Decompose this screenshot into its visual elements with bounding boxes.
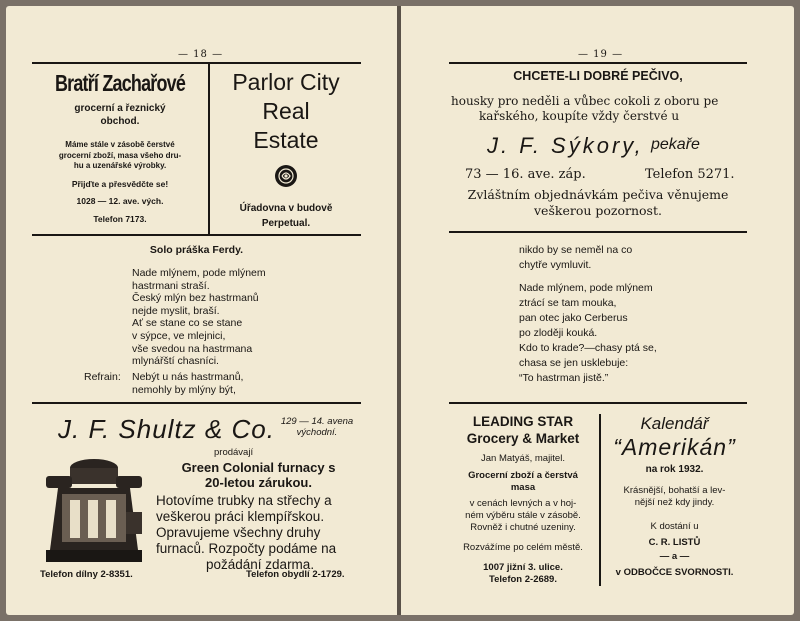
rule-lower bbox=[32, 402, 361, 404]
ad-zachar-body: Máme stále v zásobě čerstvé grocerní zboží, masa všeho dru- hu a uzenářské výrobky. bbox=[58, 140, 182, 170]
ad-parlor-name: Parlor City Real Estate bbox=[232, 69, 340, 153]
ad-kalendar-title: Kalendář bbox=[640, 414, 709, 433]
ad-leading-body: v cenách levných a v hoj- ném výběru stále v zásobě. Rovněž i chutné uzeniny. bbox=[465, 498, 581, 533]
ad-parlor bbox=[211, 68, 361, 231]
ad-kalendar-get: K dostání u bbox=[650, 521, 699, 532]
ad-leading-delivery: Rozvážíme po celém městě. bbox=[463, 542, 583, 553]
ad-parlor-office: Úřadovna v budově Perpetual. bbox=[239, 203, 333, 229]
ad-zachar-subtitle: grocerní a řeznický obchod. bbox=[74, 103, 166, 127]
left-page bbox=[6, 6, 397, 615]
ad-divider bbox=[208, 64, 210, 234]
refrain-label: Refrain: bbox=[84, 371, 121, 383]
ad-zachar-address: 1028 — 12. ave. vých. bbox=[76, 195, 164, 206]
ad-divider bbox=[599, 414, 601, 586]
ad-leading bbox=[449, 413, 597, 586]
ad-kalendar-seller: C. R. LISTŮ bbox=[648, 537, 701, 548]
refrain-lines: Nebýt u nás hastrmanů, nemohly by mlýny být, bbox=[132, 371, 244, 396]
ad-sykora-trade: pekaře bbox=[651, 136, 700, 153]
page-number: — 19 — bbox=[578, 49, 624, 60]
ad-kalendar-body: Krásnější, bohatší a lev- nější než kdy jindy. bbox=[623, 485, 726, 508]
poem-stanza: Nade mlýnem, pode mlýnem hastrmani straší. Český mlýn bez hastrmanů nejde myslit, braší. Ať se stane co se stane v sýpce, ve mlejnici, vše svedou na hastrmana mlynářští chasníci. bbox=[132, 267, 266, 368]
ad-shultz-phone-home: Telefon obydlí 2-1729. bbox=[246, 569, 345, 580]
ad-kalendar-dash: — a — bbox=[659, 551, 690, 562]
ad-shultz-name: J. F. Shultz & Co. bbox=[58, 414, 275, 444]
ad-kalendar-year: na rok 1932. bbox=[645, 464, 704, 475]
right-page bbox=[401, 6, 794, 615]
ad-leading-owner: Jan Matyáš, majitel. bbox=[481, 453, 565, 464]
ad-shultz-address: 129 — 14. avena východní. bbox=[280, 416, 354, 438]
ad-sykora-headline: CHCETE-LI DOBRÉ PEČIVO, bbox=[513, 69, 683, 83]
poem-title: Solo práška Ferdy. bbox=[149, 244, 244, 256]
furnace-illustration bbox=[40, 454, 148, 566]
ad-kalendar bbox=[602, 414, 747, 578]
ad-zachar-name: Bratří Zachařové bbox=[54, 70, 186, 96]
ad-leading-contact: 1007 jižní 3. ulice. Telefon 2-2689. bbox=[483, 562, 563, 585]
ad-zachar-invite: Přijďte a přesvědčte se! bbox=[71, 178, 169, 189]
ad-leading-name: LEADING STAR Grocery & Market bbox=[466, 414, 580, 446]
ad-zachar bbox=[32, 68, 208, 224]
ad-sykora-phone: Telefon 5271. bbox=[645, 167, 735, 182]
page-number: — 18 — bbox=[178, 49, 224, 60]
ad-shultz-headline: Green Colonial furnacy s 20-letou zárukou. bbox=[181, 460, 336, 490]
poem-continued: nikdo by se neměl na co chytře vymluvit. Nade mlýnem, pode mlýnem ztrácí se tam mouka, pan otec jako Cerberus po zloději kouká. Kdo to krade?—chasy ptá se, chasa se jen usklebuje: “To hastrman jistě.” bbox=[519, 244, 657, 384]
rose-ornament-icon bbox=[273, 163, 299, 189]
ad-sykora-lines: housky pro neděli a vůbec cokoli z oboru pe kařského, koupíte vždy čerstvé u bbox=[451, 94, 719, 123]
ad-leading-goods: Grocerní zboží a čerstvá masa bbox=[468, 470, 578, 493]
ad-sykora-footer: Zvláštním objednávkám pečiva věnujeme veškerou pozornost. bbox=[467, 187, 729, 218]
ad-shultz-phone-shop: Telefon dílny 2-8351. bbox=[40, 569, 133, 580]
ad-shultz-sells: prodávají bbox=[214, 447, 254, 458]
rule-lower bbox=[449, 402, 747, 404]
rule-top bbox=[32, 62, 361, 64]
ad-zachar-phone: Telefon 7173. bbox=[93, 213, 147, 224]
rule-mid bbox=[32, 234, 361, 236]
ad-sykora-name: J. F. Sýkory, bbox=[487, 133, 644, 158]
ad-shultz-body: Hotovíme trubky na střechy a veškerou práci klempířskou. Opravujeme všechny druhy furnaců. Rozpočty podáme na požádání zdarma. bbox=[156, 493, 337, 572]
rule-top bbox=[449, 62, 747, 64]
rule-mid bbox=[449, 231, 747, 233]
ad-kalendar-office: v ODBOČCE SVORNOSTI. bbox=[615, 567, 734, 578]
ad-sykora-address: 73 — 16. ave. záp. bbox=[465, 167, 586, 182]
ad-kalendar-name: “Amerikán” bbox=[613, 434, 736, 460]
